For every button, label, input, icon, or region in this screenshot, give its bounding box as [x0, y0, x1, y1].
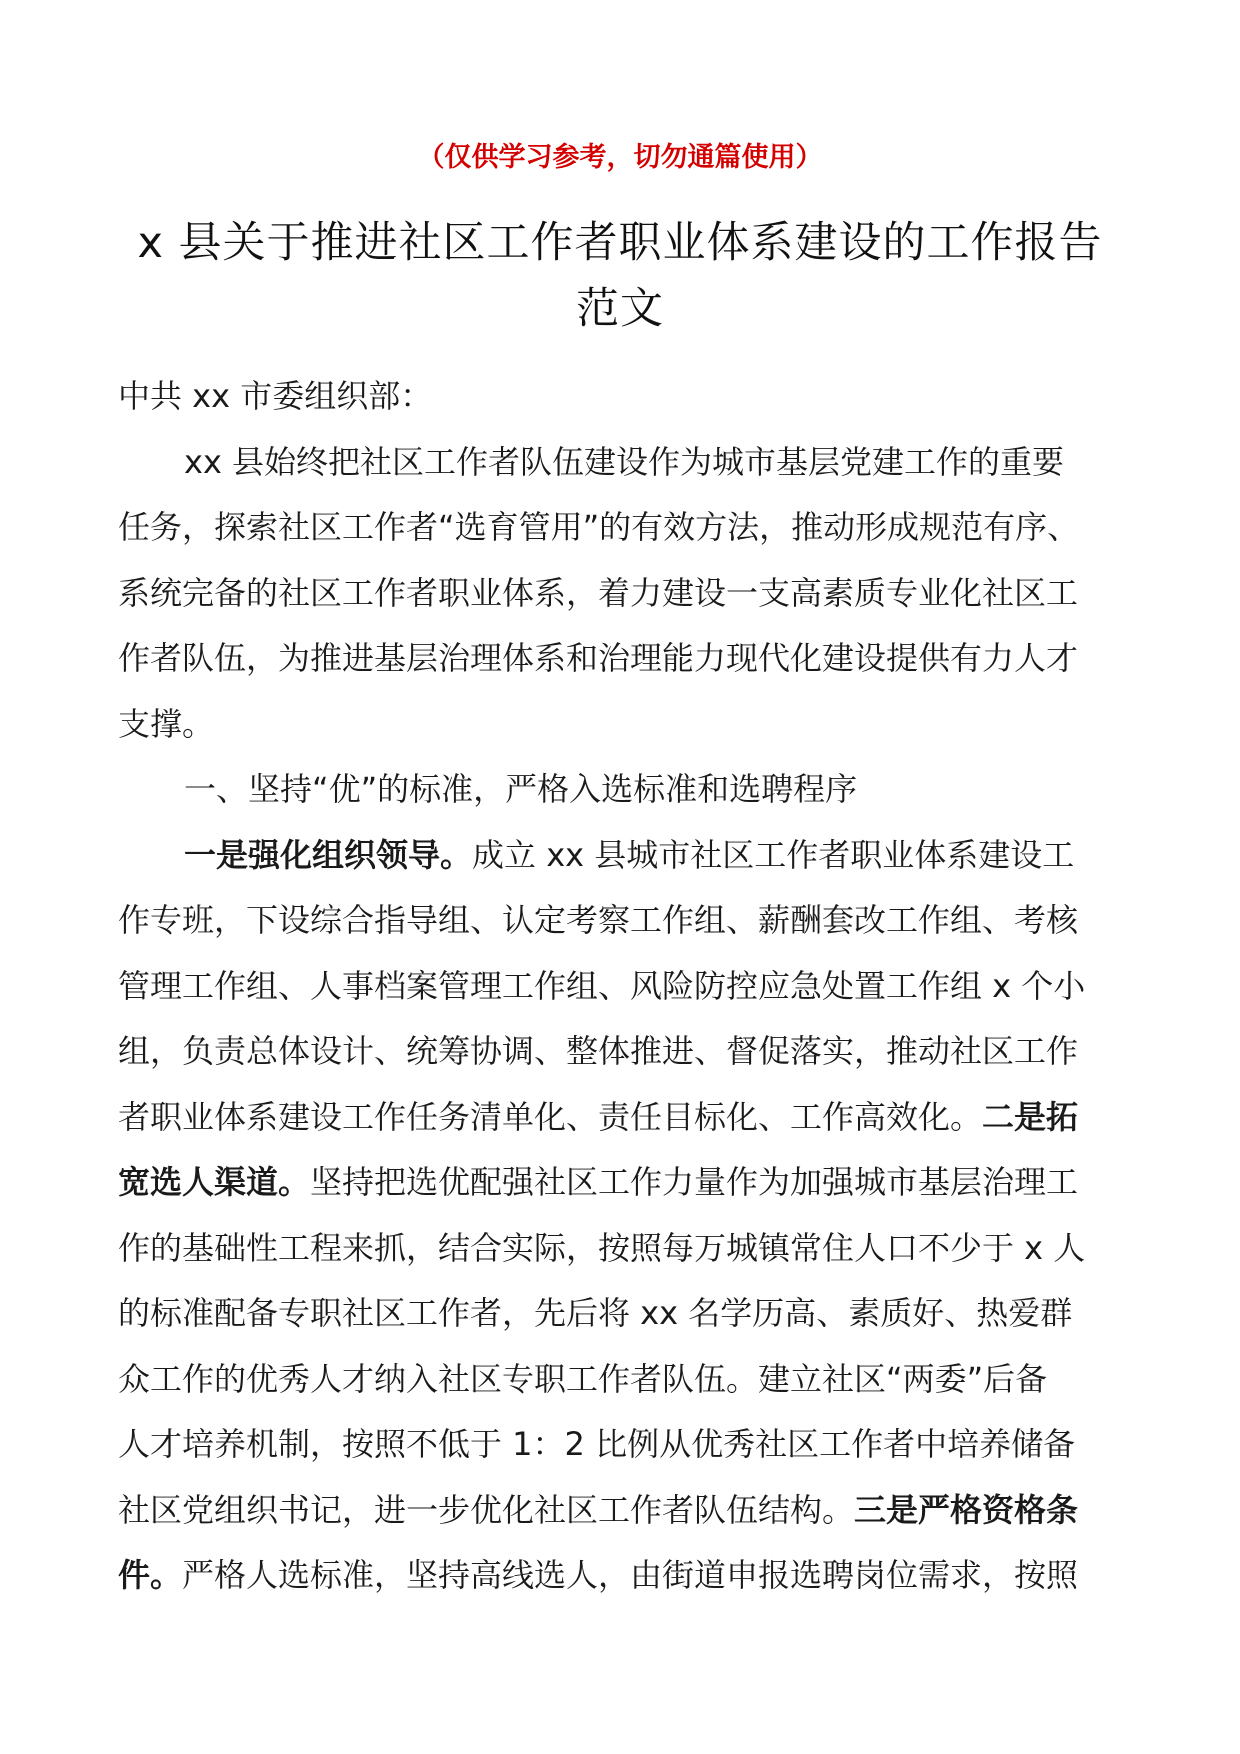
paragraph-2-line: [118, 1085, 1128, 1151]
paragraph-2-line: 作的基础性工程来抓，结合实际，按照每万城镇常住人口不少于 x 人: [118, 1228, 1086, 1267]
disclaimer-note: （仅供学习参考，切勿通篇使用）: [417, 142, 823, 173]
title-line-2: 范文: [576, 284, 664, 334]
title-line-1: x 县关于推进社区工作者职业体系建设的工作报告: [137, 218, 1103, 268]
paragraph-2-line: [118, 1478, 1128, 1544]
paragraph-2-line: 作专班，下设综合指导组、认定考察工作组、薪酬套改工作组、考核: [118, 901, 1079, 939]
point-2-text: 坚持把选优配强社区工作力量作为加强城市基层治理工: [310, 1163, 1079, 1201]
point-2-text: 社区党组织书记，进一步优化社区工作者队伍结构。: [118, 1490, 855, 1529]
paragraph-2-line: 的标准配备专职社区工作者，先后将 xx 名学历高、素质好、热爱群: [118, 1294, 1073, 1332]
paragraph-2-line: 管理工作组、人事档案管理工作组、风险防控应急处置工作组 x 个小: [118, 966, 1086, 1005]
paragraph-2-line: 众工作的优秀人才纳入社区专职工作者队伍。建立社区“两委”后备: [118, 1359, 1048, 1398]
paragraph-1-line: 支撑。: [118, 704, 215, 743]
point-1-heading: 一是强化组织领导。: [184, 835, 473, 874]
point-1-text: 成立 xx 县城市社区工作者职业体系建设工: [472, 835, 1075, 874]
point-3-heading: 三是严格资格条: [854, 1490, 1079, 1529]
document-title: [110, 210, 1130, 342]
paragraph-1-line: 作者队伍，为推进基层治理体系和治理能力现代化建设提供有力人才: [118, 639, 1079, 677]
point-3-heading: 件。: [118, 1556, 183, 1594]
paragraph-2-line: [118, 823, 1128, 889]
paragraph-1-line: 系统完备的社区工作者职业体系，着力建设一支高素质专业化社区工: [118, 573, 1079, 612]
point-2-heading: 宽选人渠道。: [118, 1163, 311, 1201]
section-1-heading: 一、坚持“优”的标准，严格入选标准和选聘程序: [184, 770, 858, 808]
point-3-text: 严格人选标准，坚持高线选人，由街道申报选聘岗位需求，按照: [182, 1556, 1079, 1594]
paragraph-2-line: [118, 1150, 1128, 1216]
paragraph-2-line: 组，负责总体设计、统筹协调、整体推进、督促落实，推动社区工作: [118, 1032, 1079, 1070]
point-1-text: 者职业体系建设工作任务清单化、责任目标化、工作高效化。: [118, 1097, 983, 1136]
paragraph-1-line: xx 县始终把社区工作者队伍建设作为城市基层党建工作的重要: [184, 442, 1065, 481]
point-2-heading: 二是拓: [982, 1097, 1079, 1136]
paragraph-2-line: 人才培养机制，按照不低于 1：2 比例从优秀社区工作者中培养储备: [118, 1425, 1076, 1463]
paragraph-2-line: [118, 1543, 1128, 1609]
document-body: [118, 364, 1128, 1609]
paragraph-1-line: 任务，探索社区工作者“选育管用”的有效方法，推动形成规范有序、: [118, 508, 1080, 546]
salutation: 中共 xx 市委组织部：: [118, 377, 433, 415]
